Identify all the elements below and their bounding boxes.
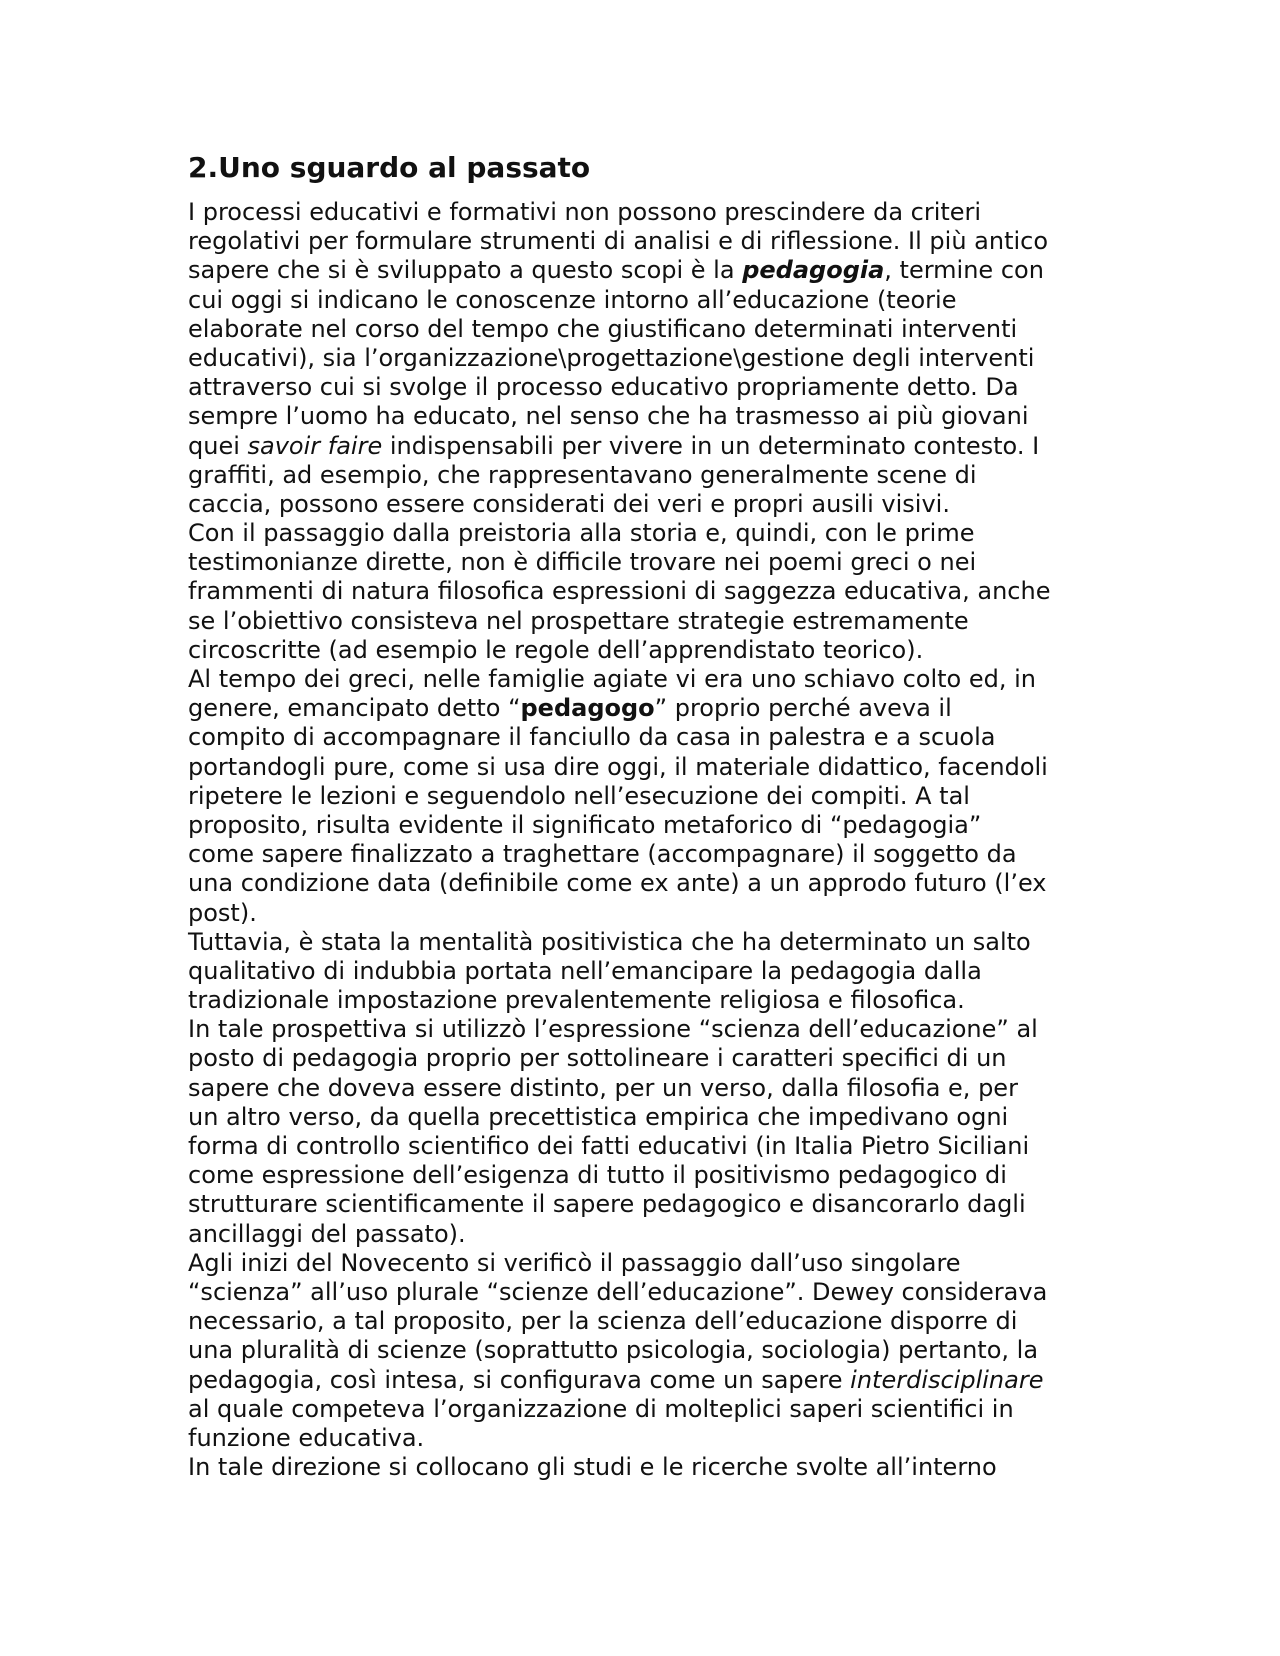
text-run: una condizione data (definibile come ex ante) a un approdo futuro (l’ex (188, 869, 1047, 898)
text-run: circoscritte (ad esempio le regole dell’apprendistato teorico). (188, 635, 924, 664)
text-run: necessario, a tal proposito, per la scienza dell’educazione disporre di (188, 1307, 1018, 1336)
document-content (188, 150, 1088, 1482)
text-run: caccia, possono essere considerati dei veri e propri ausili visivi. (188, 489, 950, 518)
text-line (188, 665, 1088, 694)
text-run: compito di accompagnare il fanciullo da casa in palestra e a scuola (188, 723, 996, 752)
text-run: quei (188, 431, 248, 460)
text-line (188, 1395, 1088, 1424)
text-run: frammenti di natura filosofica espressioni di saggezza educativa, anche (188, 577, 1051, 606)
text-line (188, 723, 1088, 752)
text-run: tradizionale impostazione prevalentemente religiosa e filosofica. (188, 986, 965, 1015)
text-run: , termine con (884, 256, 1044, 285)
text-run: proposito, risulta evidente il significato metaforico di “pedagogia” (188, 810, 982, 839)
text-line (188, 957, 1088, 986)
text-line (188, 1044, 1088, 1073)
text-run: attraverso cui si svolge il processo educativo propriamente detto. Da (188, 373, 1019, 402)
text-run: portandogli pure, come si usa dire oggi, il materiale didattico, facendoli (188, 752, 1048, 781)
text-run: sapere che si è sviluppato a questo scopi è la (188, 256, 743, 285)
text-line (188, 1161, 1088, 1190)
text-line (188, 198, 1088, 227)
text-line (188, 869, 1088, 898)
text-run: Agli inizi del Novecento si verificò il passaggio dall’uso singolare (188, 1248, 961, 1277)
emphasized-text: pedagogo (520, 694, 655, 723)
text-line (188, 607, 1088, 636)
text-line (188, 840, 1088, 869)
text-run: “scienza” all’uso plurale “scienze dell’educazione”. Dewey considerava (188, 1277, 1048, 1306)
text-run: sapere che doveva essere distinto, per un verso, dalla filosofia e, per (188, 1073, 1018, 1102)
text-run: pedagogia, così intesa, si configurava come un sapere (188, 1365, 851, 1394)
text-run: I processi educativi e formativi non possono prescindere da criteri (188, 198, 982, 226)
text-run: cui oggi si indicano le conoscenze intorno all’educazione (teorie (188, 285, 957, 314)
text-run: ripetere le lezioni e seguendolo nell’esecuzione dei compiti. A tal (188, 781, 970, 810)
text-run: come espressione dell’esigenza di tutto il positivismo pedagogico di (188, 1161, 1007, 1190)
text-run: ancillaggi del passato). (188, 1219, 466, 1248)
text-line (188, 928, 1088, 957)
text-line (188, 899, 1088, 928)
text-run: elaborate nel corso del tempo che giustificano determinati interventi (188, 314, 1018, 343)
text-line (188, 1336, 1088, 1365)
text-line (188, 402, 1088, 431)
section-heading: 2.Uno sguardo al passato (188, 151, 591, 184)
text-run: funzione educativa. (188, 1423, 425, 1452)
text-line (188, 636, 1088, 665)
emphasized-text: interdisciplinare (850, 1365, 1044, 1394)
text-line (188, 1103, 1088, 1132)
emphasized-text: savoir faire (247, 431, 383, 460)
text-run: qualitativo di indubbia portata nell’emancipare la pedagogia dalla (188, 956, 982, 985)
text-run: Tuttavia, è stata la mentalità positivistica che ha determinato un salto (188, 927, 1031, 956)
text-line (188, 1015, 1088, 1044)
text-run: posto di pedagogia proprio per sottolineare i caratteri specifici di un (188, 1044, 1007, 1073)
text-run: post). (188, 898, 257, 927)
text-run: come sapere finalizzato a traghettare (accompagnare) il soggetto da (188, 840, 1017, 869)
text-line (188, 490, 1088, 519)
text-line (188, 548, 1088, 577)
text-line (188, 1453, 1088, 1482)
text-run: Al tempo dei greci, nelle famiglie agiate vi era uno schiavo colto ed, in (188, 665, 1036, 693)
text-run: In tale direzione si collocano gli studi e le ricerche svolte all’interno (188, 1453, 997, 1482)
body-text (188, 198, 1088, 1482)
text-run: forma di controllo scientifico dei fatti educativi (in Italia Pietro Siciliani (188, 1132, 1030, 1160)
text-line (188, 227, 1088, 256)
text-run: sempre l’uomo ha educato, nel senso che ha trasmesso ai più giovani (188, 402, 1029, 431)
text-line (188, 753, 1088, 782)
text-run: indispensabili per vivere in un determinato contesto. I (382, 431, 1040, 460)
text-line (188, 461, 1088, 490)
emphasized-text: pedagogia (742, 256, 885, 285)
text-run: strutturare scientificamente il sapere pedagogico e disancorarlo dagli (188, 1190, 1026, 1219)
text-line (188, 286, 1088, 315)
text-run: graffiti, ad esempio, che rappresentavano generalmente scene di (188, 460, 977, 489)
text-line (188, 373, 1088, 402)
text-line (188, 519, 1088, 548)
text-line (188, 811, 1088, 840)
text-line (188, 1249, 1088, 1278)
text-run: testimonianze dirette, non è difficile trovare nei poemi greci o nei (188, 548, 977, 577)
text-line (188, 1278, 1088, 1307)
text-run: una pluralità di scienze (soprattutto psicologia, sociologia) pertanto, la (188, 1336, 1039, 1365)
text-line (188, 1366, 1088, 1395)
text-line (188, 1307, 1088, 1336)
text-run: regolativi per formulare strumenti di analisi e di riflessione. Il più antico (188, 227, 1049, 256)
text-line (188, 782, 1088, 811)
text-run: In tale prospettiva si utilizzò l’espressione “scienza dell’educazione” al (188, 1015, 1038, 1044)
text-run: se l’obiettivo consisteva nel prospettare strategie estremamente (188, 606, 969, 635)
text-line (188, 344, 1088, 373)
text-line (188, 432, 1088, 461)
text-line (188, 986, 1088, 1015)
text-run: educativi), sia l’organizzazione\progettazione\gestione degli interventi (188, 343, 1035, 372)
text-line (188, 1074, 1088, 1103)
text-run: un altro verso, da quella precettistica empirica che impedivano ogni (188, 1102, 1009, 1131)
text-run: Con il passaggio dalla preistoria alla storia e, quindi, con le prime (188, 519, 975, 548)
text-run: al quale competeva l’organizzazione di molteplici saperi scientifici in (188, 1394, 1014, 1423)
text-line (188, 1424, 1088, 1453)
text-line (188, 315, 1088, 344)
text-line (188, 1132, 1088, 1161)
text-run: ” proprio perché aveva il (654, 694, 952, 723)
text-line (188, 1190, 1088, 1219)
text-line (188, 1220, 1088, 1249)
text-run: genere, emancipato detto “ (188, 694, 521, 723)
text-line (188, 694, 1088, 723)
text-line (188, 577, 1088, 606)
text-line (188, 256, 1088, 285)
